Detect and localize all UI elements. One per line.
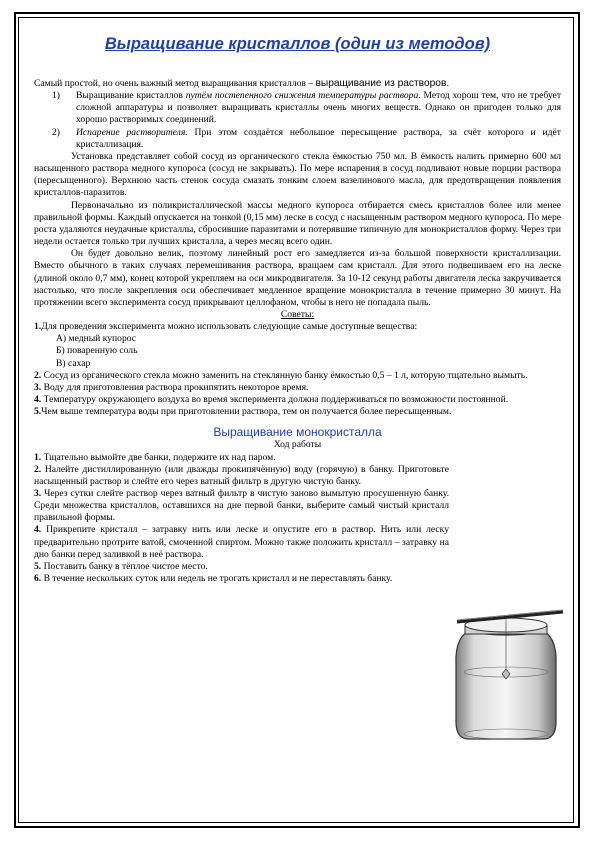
step-item xyxy=(34,464,449,488)
tip-number: 1. xyxy=(34,321,42,333)
step-number: 6. xyxy=(34,573,42,585)
document-body xyxy=(34,78,561,585)
step-item xyxy=(34,524,449,560)
method-emphasis: путём постепенного снижения температуры раствора. xyxy=(185,90,421,102)
step-text: Через сутки слейте раствор через ватный фильтр в чистую заново вымытую просушенную банку. Среди множества кристаллов, оставшихся на дне первой банки, выберите самый чистый кристалл правильной формы. xyxy=(34,488,449,524)
section-title: Выращивание монокристалла xyxy=(213,425,382,440)
tip-number: 2. xyxy=(34,369,42,381)
step-text: Тщательно вымойте две банки, подержите их над паром. xyxy=(41,451,276,463)
method-number: 1) xyxy=(52,90,60,102)
method-text: Метод хорош тем, что не требует сложной аппаратуры и позволяет выращивать кристаллы очень многих веществ. Однако он пригоден только для хорошо растворимых соединений. xyxy=(76,90,562,126)
step-text: В течение нескольких суток или недель не трогать кристалл и не переставлять банку. xyxy=(41,573,393,585)
section-subtitle: Ход работы xyxy=(273,439,322,451)
step-item xyxy=(34,561,561,573)
tip-number: 4. xyxy=(34,394,42,406)
intro-paragraph xyxy=(34,78,561,90)
step-text: Налейте дистиллированную (или дважды прокипячённую) воду (горячую) в банку. Приготовьте насыщенный раствор и слейте его через ватный фильтр в другую чистую банку. xyxy=(34,463,449,487)
step-number: 1. xyxy=(34,451,42,463)
tip-option: А) медный купорос xyxy=(56,333,137,345)
step-number: 2. xyxy=(34,463,42,475)
step-item xyxy=(34,452,561,464)
tip-number: 5. xyxy=(34,406,42,418)
tip-text: Воду для приготовления раствора прокипятить некоторое время. xyxy=(41,381,309,393)
step-number: 3. xyxy=(34,488,42,499)
method-number: 2) xyxy=(52,126,60,138)
tip-text: Для проведения эксперимента можно использовать следующие самые доступные вещества: xyxy=(41,321,418,333)
tip-text: Сосуд из органического стекла можно заменить на стеклянную банку ёмкостью 0,5 – 1 л, которую тщательно вымыть. xyxy=(41,369,528,381)
method-item xyxy=(52,127,561,151)
tips-heading: Советы: xyxy=(280,308,315,320)
step-item xyxy=(34,488,449,524)
body-paragraph: Он будет довольно велик, поэтому линейный рост его замедляется из-за большой поверхности кристаллизации. Вместо обычного в таких случаях перемешивания раствора, вращаем сам кристалл. Для этого подвешиваем его на леске (длиной около 0,7 мм), конец которой укрепляем на оси микродвигателя. За 10-12 секунд работы двигателя леска закручивается настолько, что после закрепления оси обеспечивает медленное вращение монокристалла в течение примерно 30 минут. На протяжении всего эксперимента сосуд прикрывают целлофаном, чтобы в него не попадала пыль. xyxy=(34,248,561,308)
intro-emphasis: выращивание из растворов. xyxy=(315,78,450,89)
tip-number: 3. xyxy=(34,381,42,393)
tip-item xyxy=(34,370,561,382)
tip-item xyxy=(34,382,561,394)
step-number: 4. xyxy=(34,524,42,536)
tip-item xyxy=(34,321,561,333)
step-item xyxy=(34,573,561,585)
method-text: Выращивание кристаллов xyxy=(76,90,186,102)
tip-item xyxy=(34,406,561,418)
method-emphasis: Испарение растворителя. xyxy=(76,126,188,138)
method-text: При этом создаётся небольшое пересыщение раствора, за счёт которого и идёт кристаллизация. xyxy=(76,126,561,150)
tip-item xyxy=(34,394,561,406)
step-text: Поставить банку в тёплое чистое место. xyxy=(41,560,208,572)
step-text: Прикрепите кристалл – затравку нить или леске и опустите его в раствор. Нить или леску предварительно протрите ватой, смоченной спиртом. Можно также положить кристалл – затравку на дно банки перед заливкой в неё раствора. xyxy=(34,524,449,560)
page-title: Выращивание кристаллов (один из методов) xyxy=(104,35,491,53)
tip-text: Чем выше температура воды при приготовлении раствора, тем он получается более пересыщенным. xyxy=(41,406,452,418)
jar-illustration xyxy=(453,606,565,744)
tip-text: Температуру окружающего воздуха во время эксперимента должна поддерживаться по возможности постоянной. xyxy=(41,394,509,406)
body-paragraph: Первоначально из поликристаллической массы медного купороса отбирается смесь кристаллов более или менее правильной формы. Каждый опускается на тонкой (0,15 мм) леске в сосуд с насыщенным раствором медного купороса. По мере роста удаляются неудачные кристаллы, сбросившие паразитами и потерявшие типичную для монокристаллов форму. Через три недели остается только три лучших кристалла, а через месяц всего один. xyxy=(34,199,561,248)
method-item xyxy=(52,90,561,126)
step-number: 5. xyxy=(34,560,42,572)
intro-text: Самый простой, но очень важный метод выращивания кристаллов – xyxy=(34,78,316,89)
tip-option: Б) поваренную соль xyxy=(56,345,138,357)
tip-option: В) сахар xyxy=(56,357,91,369)
body-paragraph: Установка представляет собой сосуд из органического стекла ёмкостью 750 мл. В ёмкость налить примерно 600 мл насыщенного раствора медного купороса (сосуд не закрывать). По мере испарения в сосуд подливают новые порции раствора (пересыщенного). Верхнюю часть стенок сосуда смазать тонким слоем вазелинового масла, для предотвращения появления кристаллов-паразитов. xyxy=(34,150,561,199)
